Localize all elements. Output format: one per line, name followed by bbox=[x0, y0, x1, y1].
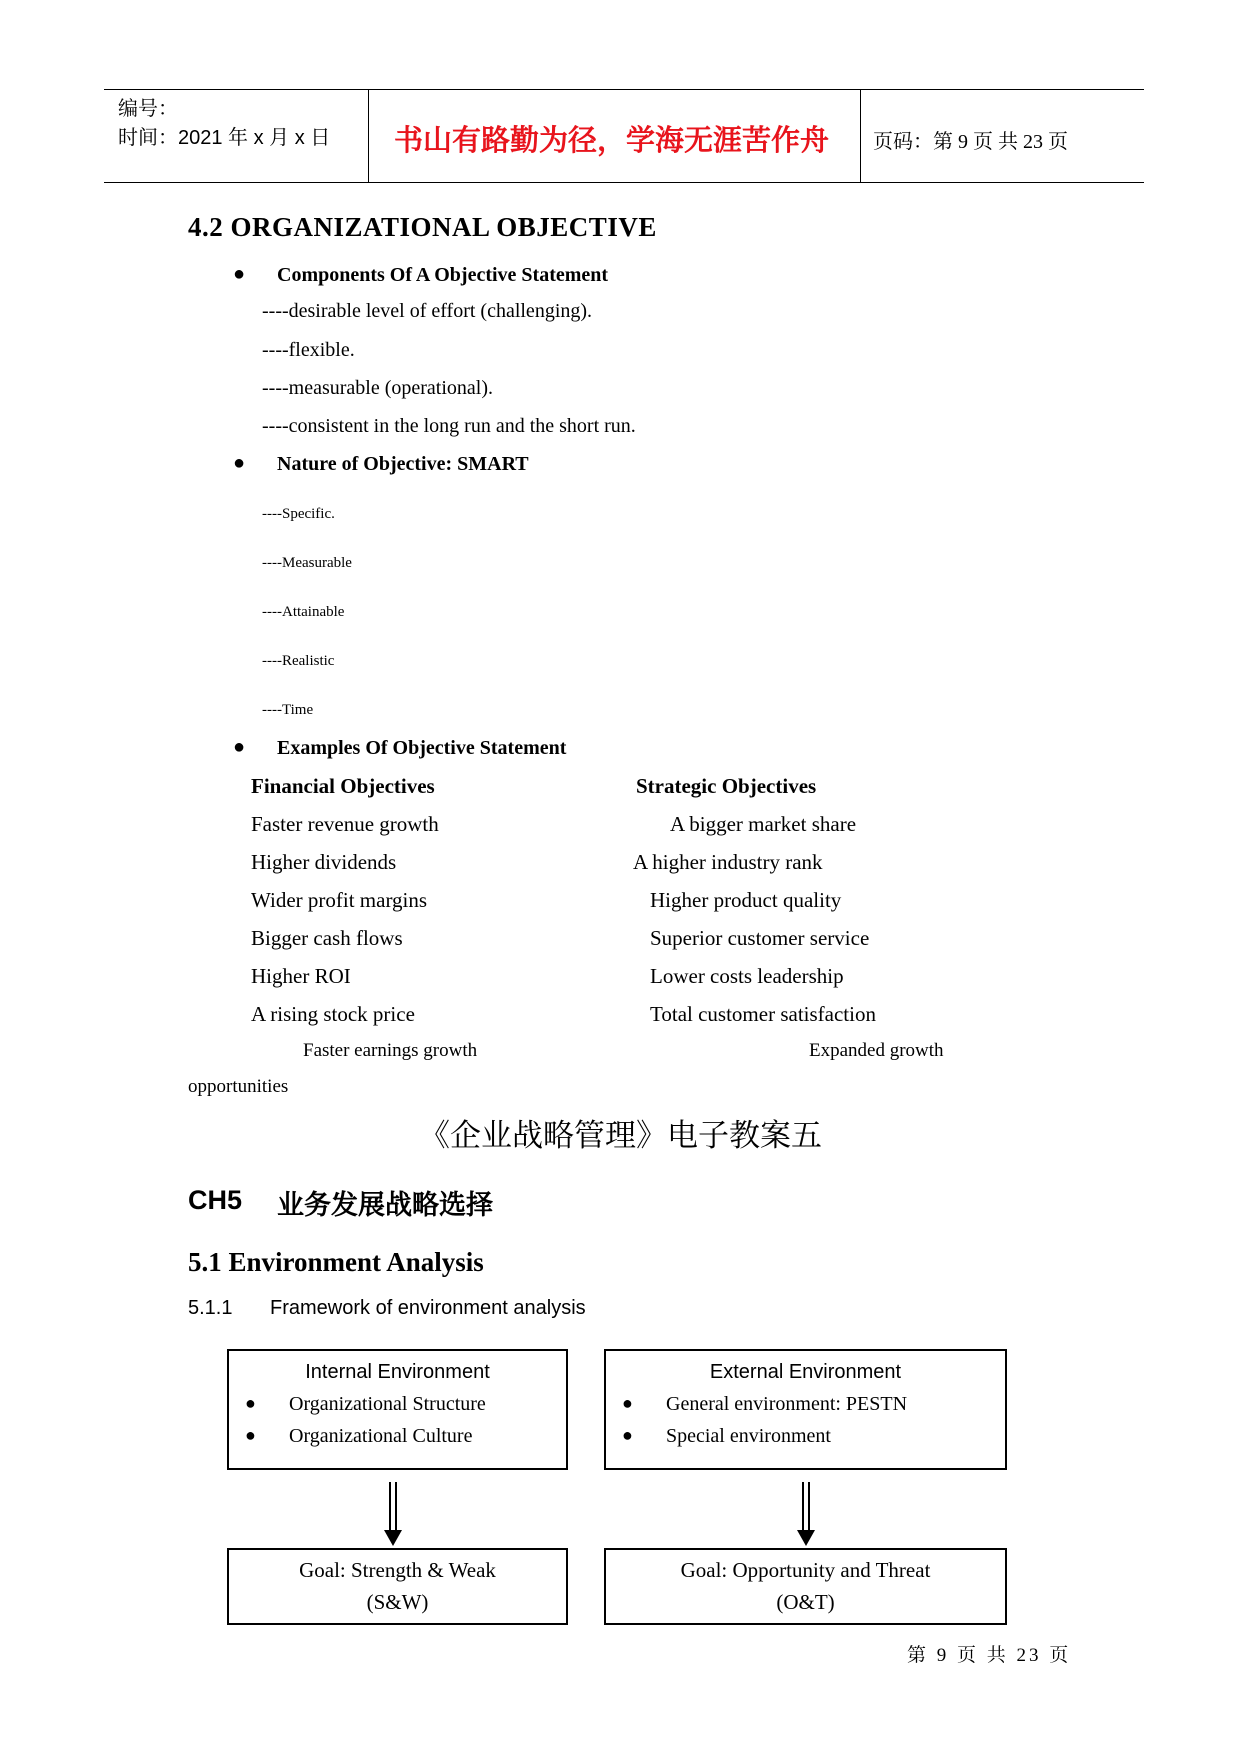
components-item: ----measurable (operational). bbox=[262, 377, 493, 399]
internal-item: Organizational Structure bbox=[289, 1393, 486, 1415]
financial-item: Higher dividends bbox=[251, 850, 397, 874]
wrapped-text: opportunities bbox=[188, 1076, 289, 1097]
components-heading: Components Of A Objective Statement bbox=[277, 264, 609, 286]
strategic-item: A bigger market share bbox=[670, 812, 857, 836]
bullet-icon: ● bbox=[233, 452, 246, 474]
bullet-icon: ● bbox=[245, 1425, 256, 1445]
financial-objectives-heading: Financial Objectives bbox=[251, 774, 435, 798]
financial-item: Faster earnings growth bbox=[303, 1040, 478, 1061]
header-divider-left bbox=[368, 89, 369, 183]
goal-opportunity-threat-box bbox=[604, 1548, 1007, 1625]
header-number-label: 编号： bbox=[118, 98, 178, 120]
components-item: ----consistent in the long run and the short run. bbox=[262, 415, 636, 437]
smart-item: ----Specific. bbox=[262, 506, 335, 522]
strategic-item: Higher product quality bbox=[650, 888, 842, 912]
header-bottom-rule bbox=[104, 182, 1144, 183]
subsection-number: 5.1.1 bbox=[188, 1297, 233, 1319]
strategic-item: Superior customer service bbox=[650, 926, 870, 950]
header-divider-right bbox=[860, 89, 861, 183]
header-top-rule bbox=[104, 89, 1144, 90]
header-page-label: 页码：第 9 页 共 23 页 bbox=[873, 131, 1068, 153]
down-arrow-icon bbox=[791, 1480, 821, 1550]
financial-item: Bigger cash flows bbox=[251, 926, 403, 950]
goal-ot-line2: (O&T) bbox=[776, 1590, 835, 1614]
document-title: 《企业战略管理》电子教案五 bbox=[419, 1118, 822, 1154]
external-item: Special environment bbox=[666, 1425, 831, 1447]
smart-heading: Nature of Objective: SMART bbox=[277, 453, 529, 475]
bullet-icon: ● bbox=[233, 263, 246, 285]
internal-item: Organizational Culture bbox=[289, 1425, 473, 1447]
financial-item: Wider profit margins bbox=[251, 888, 428, 912]
internal-environment-box bbox=[227, 1349, 568, 1470]
down-arrow-icon bbox=[378, 1480, 408, 1550]
bullet-icon: ● bbox=[622, 1393, 633, 1413]
chapter-number: CH5 bbox=[188, 1185, 243, 1215]
chapter-title: 业务发展战略选择 bbox=[277, 1190, 493, 1221]
goal-sw-line2: (S&W) bbox=[366, 1590, 429, 1614]
smart-item: ----Measurable bbox=[262, 555, 352, 571]
strategic-objectives-heading: Strategic Objectives bbox=[636, 774, 817, 798]
components-item: ----flexible. bbox=[262, 339, 355, 361]
section-title-4-2: 4.2 ORGANIZATIONAL OBJECTIVE bbox=[188, 212, 657, 242]
strategic-item: Expanded growth bbox=[809, 1040, 944, 1061]
examples-heading: Examples Of Objective Statement bbox=[277, 737, 567, 759]
financial-item: A rising stock price bbox=[251, 1002, 415, 1026]
strategic-item: Lower costs leadership bbox=[650, 964, 844, 988]
smart-item: ----Time bbox=[262, 702, 314, 718]
goal-ot-line1: Goal: Opportunity and Threat bbox=[680, 1558, 931, 1582]
strategic-item: Total customer satisfaction bbox=[650, 1002, 876, 1026]
financial-item: Higher ROI bbox=[251, 964, 351, 988]
footer-page-number: 第 9 页 共 23 页 bbox=[907, 1645, 1072, 1666]
financial-item: Faster revenue growth bbox=[251, 812, 439, 836]
bullet-icon: ● bbox=[233, 736, 246, 758]
components-item: ----desirable level of effort (challenging). bbox=[262, 300, 593, 322]
header-time-label: 时间：2021 年 x 月 x 日 bbox=[118, 127, 331, 149]
external-item: General environment: PESTN bbox=[666, 1393, 908, 1415]
smart-item: ----Attainable bbox=[262, 604, 345, 620]
header-motto: 书山有路勤为径，学海无涯苦作舟 bbox=[394, 123, 830, 157]
external-environment-box bbox=[604, 1349, 1007, 1470]
bullet-icon: ● bbox=[622, 1425, 633, 1445]
subsection-title: Framework of environment analysis bbox=[270, 1297, 586, 1319]
external-environment-title: External Environment bbox=[709, 1361, 902, 1383]
section-title-5-1: 5.1 Environment Analysis bbox=[188, 1247, 484, 1277]
bullet-icon: ● bbox=[245, 1393, 256, 1413]
internal-environment-title: Internal Environment bbox=[305, 1361, 490, 1383]
strategic-item: A higher industry rank bbox=[633, 850, 823, 874]
smart-item: ----Realistic bbox=[262, 653, 335, 669]
goal-sw-line1: Goal: Strength & Weak bbox=[299, 1558, 496, 1582]
goal-strength-weak-box bbox=[227, 1548, 568, 1625]
